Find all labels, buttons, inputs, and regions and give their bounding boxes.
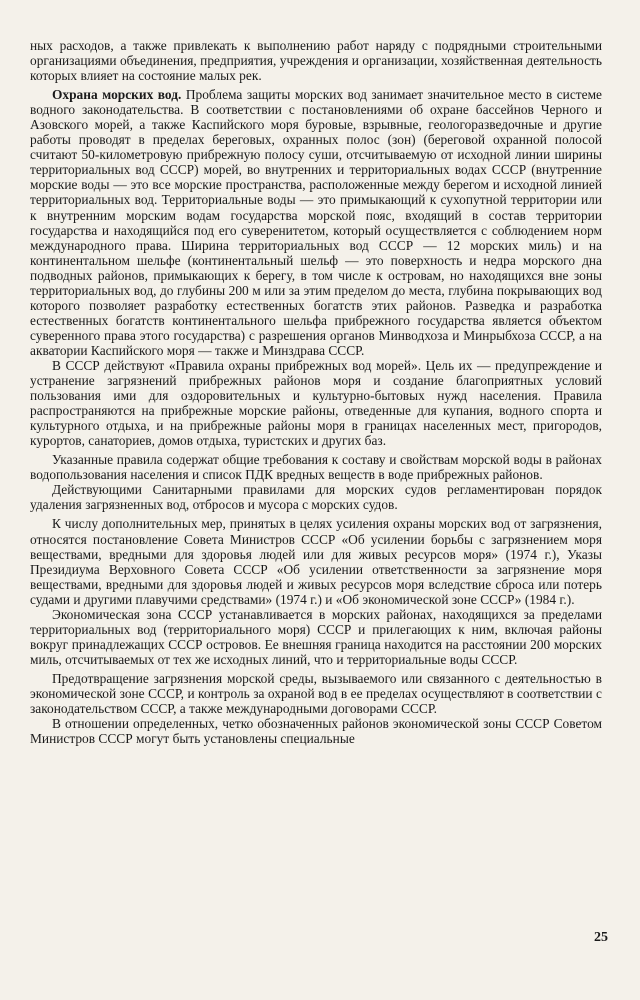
paragraph-text: К числу дополнительных мер, принятых в целях усиления охраны морских вод от загрязнения, относятся постановление Совета Министров СССР «Об усилении борьбы с загрязнением моря веществами, вредными для здоровья людей или для живых ресурсов моря» (1974 г.), Указы Президиума Верховного Совета СССР «Об усилении ответственности за загрязнение моря веществами, вредными для здоровья людей и живых ресурсов моря вследствие сброса или потерь судами и другими плавучими средствами» (1974 г.) и «Об экономической зоне СССР» (1984 г.). — [30, 516, 602, 607]
paragraph-pollution-prevention — [30, 671, 602, 716]
paragraph-text: В СССР действуют «Правила охраны прибрежных вод морей». Цель их — предупреждение и устранение загрязнений прибрежных районов моря и создание благоприятных условий пользования ими для оздоровительных и культурно-бытовых нужд населения. Правила распространяются на прибрежные морские районы, отведенные для купания, водного спорта и культурного отдыха, и на прибрежные районы моря в границах населенных мест, пригородов, курортов, санаториев, домов отдыха, туристских и других баз. — [30, 357, 602, 449]
paragraph-text: Указанные правила содержат общие требования к составу и свойствам морской воды в районах водопользования населения и список ПДК вредных веществ в воде прибрежных районов. — [30, 452, 602, 483]
page-body — [30, 38, 602, 746]
paragraph-text: Действующими Санитарными правилами для морских судов регламентирован порядок удаления загрязненных вод, отбросов и мусора с морских судов. — [30, 482, 602, 513]
page-number: 25 — [594, 930, 608, 945]
paragraph-text: Экономическая зона СССР устанавливается в морских районах, находящихся за пределами территориальных вод (территориального моря) СССР и прилегающих к ним, включая районы вокруг принадлежащих СССР островов. Ее внешняя граница находится на расстоянии 200 морских миль, отсчитываемых от тех же исходных линий, что и территориальные воды СССР. — [30, 606, 602, 667]
paragraph-sanitary-rules — [30, 482, 602, 512]
paragraph-text: Проблема защиты морских вод занимает значительное место в системе водного законодательства. В соответствии с постановлениями об охране бассейнов Черного и Азовского морей, а также Каспийского моря буровые, взрывные, геологоразведочные и другие работы проводят в пределах береговых, охранных полос (зон) (береговой охранной полосой считают 50-километровую прибрежную полосу суши, отсчитываемую от исходной линии ширины территориальных вод СССР) морей, во внутренних и территориальных водах СССР (внутренние морские воды — это все морские пространства, расположенные между берегом и исходной линией территориальных вод. Территориальные воды — это примыкающий к сухопутной территории или к внутренним морским водам государства морской пояс, входящий в состав территории государства и находящийся под его суверенитетом, который осуществляется с соблюдением норм международного права. Ширина территориальных вод СССР — 12 морских миль) и на континентальном шельфе (континентальный шельф — это поверхность и недра морского дна подводных районов, примыкающих к берегу, в том числе к островам, но находящихся вне зоны территориальных вод, до глубины 200 м или за этим пределом до места, глубина покрывающих вод которого позволяет разработку естественных богатств этих районов. Разведка и разработка естественных богатств континентального шельфа прибрежного государства является объектом суверенного права этого государства) с разрешения органов Минводхоза и Минрыбхоза СССР, а на акватории Каспийского моря — также и Минздрава СССР. — [30, 87, 602, 358]
paragraph-rules-content — [30, 452, 602, 482]
paragraph-sea-protection — [30, 87, 602, 358]
paragraph-text: В отношении определенных, четко обозначенных районов экономической зоны СССР Советом Министров СССР могут быть установлены специальные — [30, 716, 602, 747]
paragraph-additional-measures — [30, 516, 602, 606]
paragraph-text: ных расходов, а также привлекать к выполнению работ наряду с подрядными строительными организациями объединения, предприятия, учреждения и организации, хозяйственная деятельность которых влияет на состояние малых рек. — [30, 38, 602, 84]
section-heading: Охрана морских вод. — [52, 87, 182, 103]
paragraph-coastal-rules — [30, 358, 602, 448]
paragraph-continuation — [30, 38, 602, 83]
paragraph-special-areas — [30, 716, 602, 746]
paragraph-economic-zone — [30, 607, 602, 667]
paragraph-text: Предотвращение загрязнения морской среды, вызываемого или связанного с деятельностью в экономической зоне СССР, и контроль за охраной вод в ее пределах осуществляют в соответствии с законодательством СССР, а также международными договорами СССР. — [30, 670, 602, 717]
